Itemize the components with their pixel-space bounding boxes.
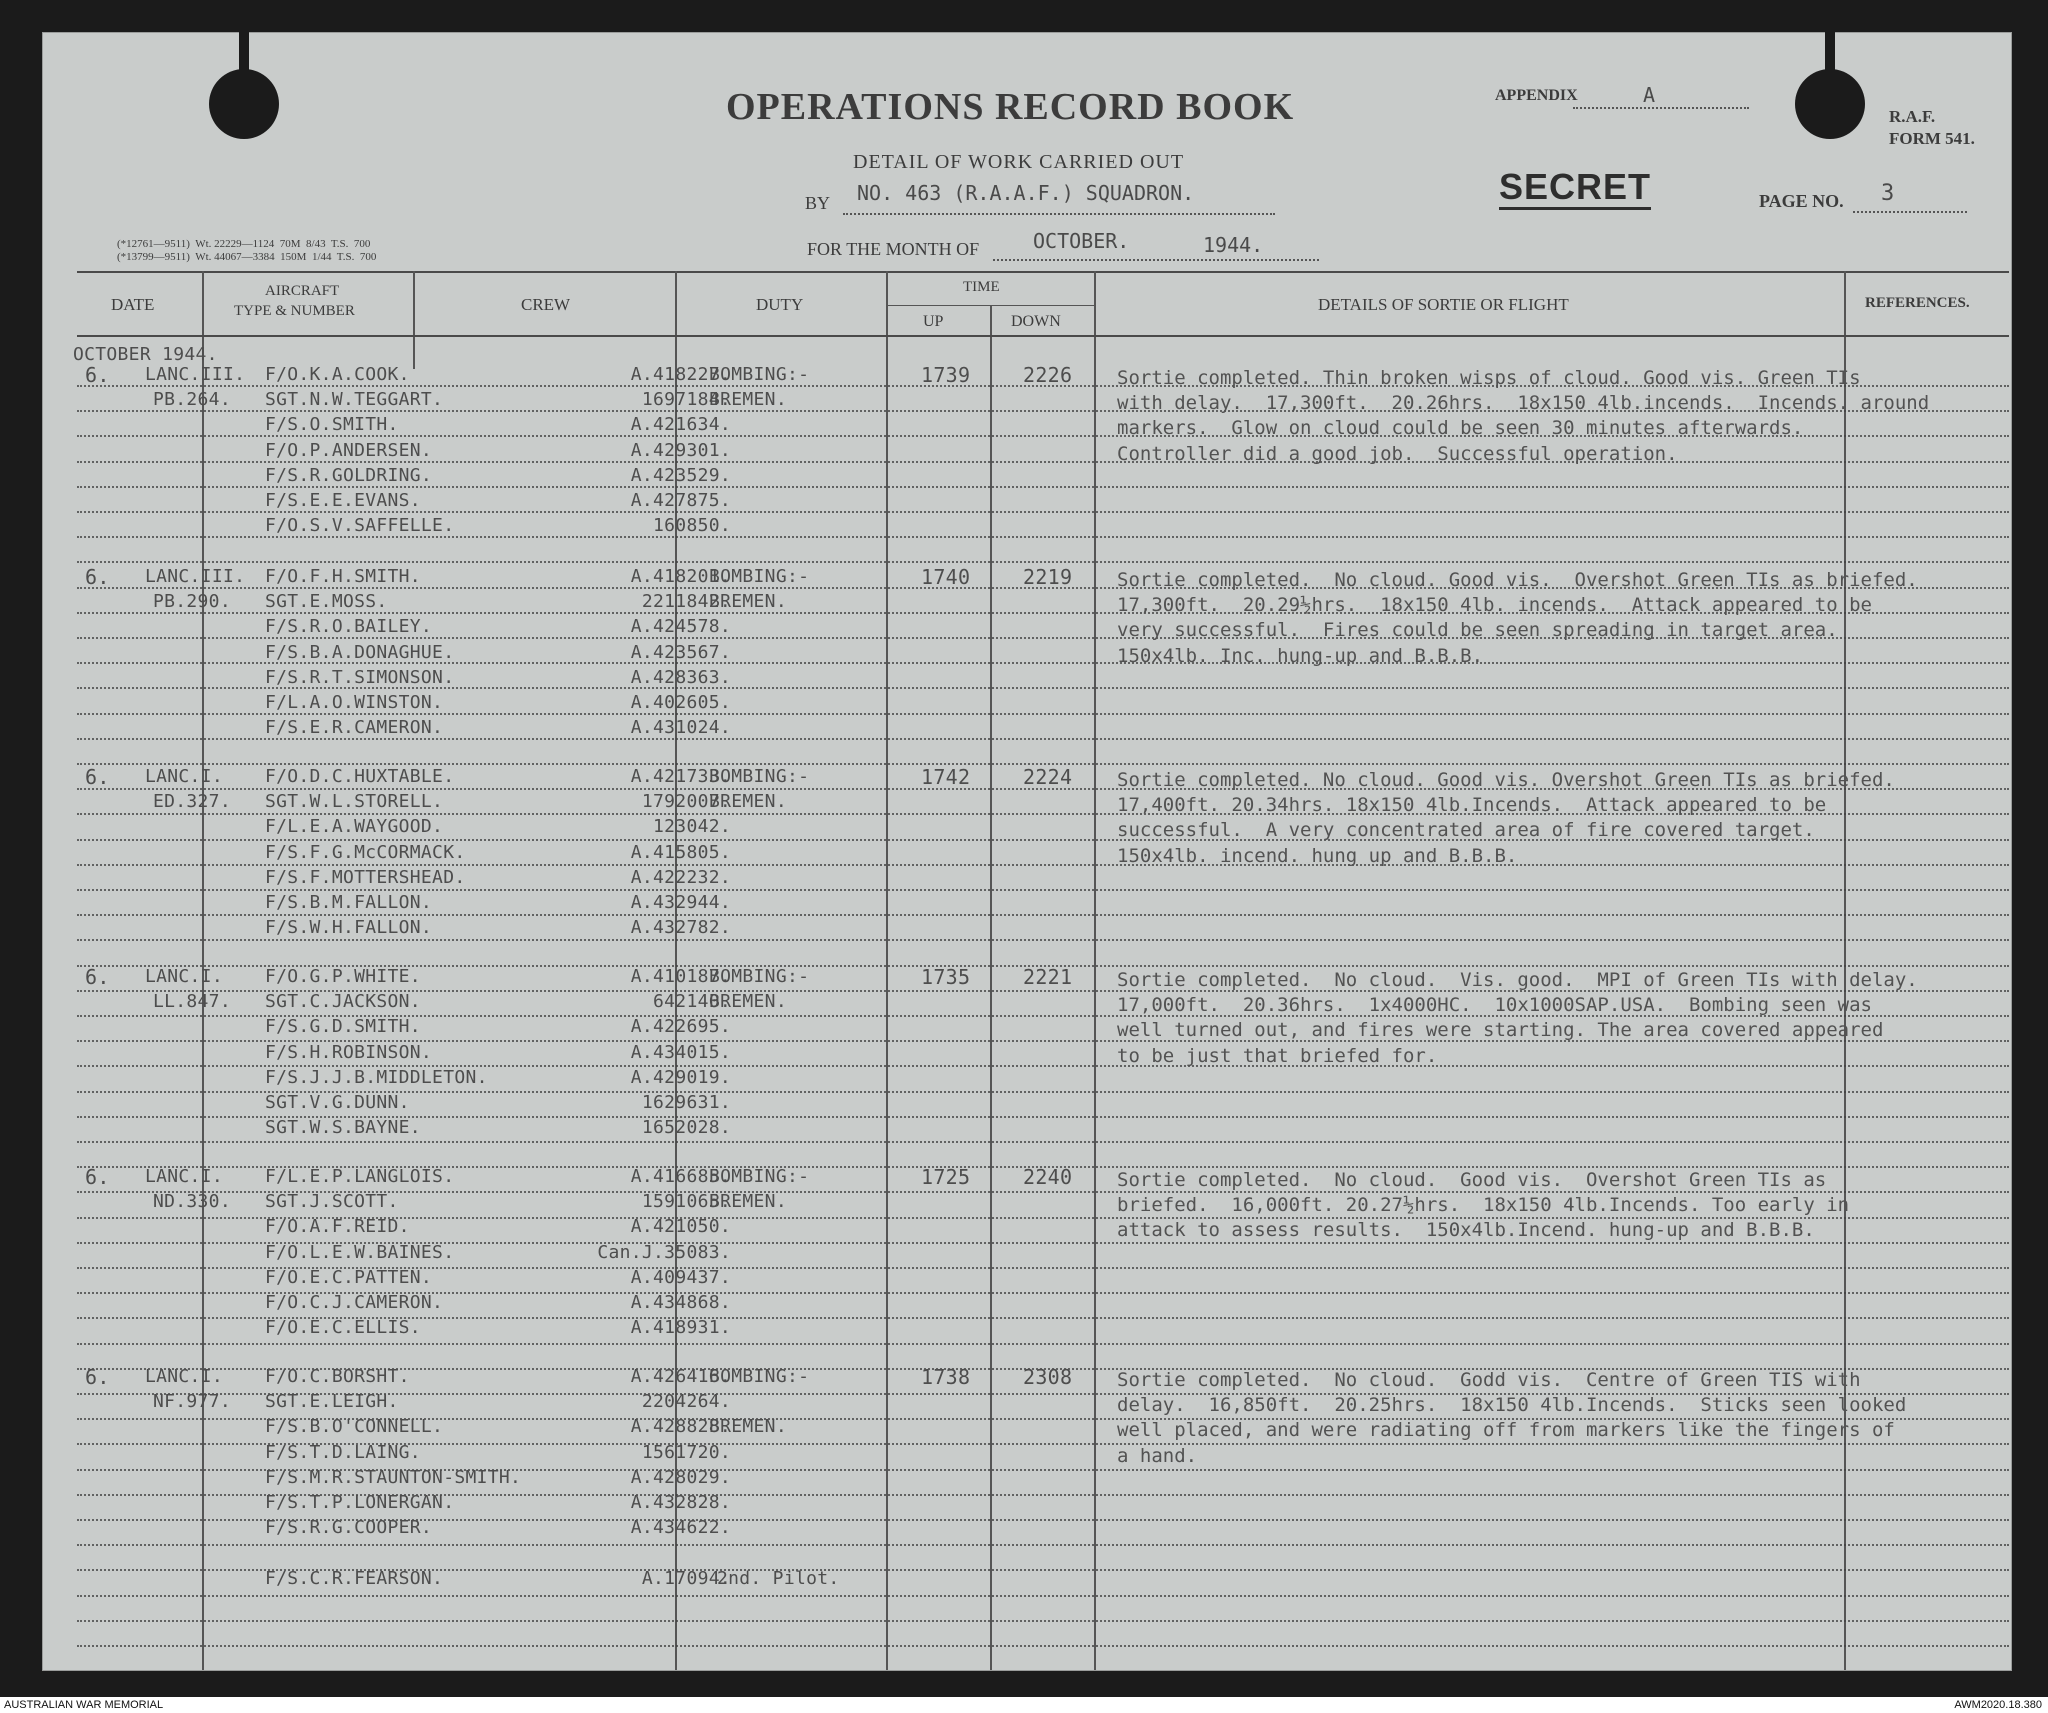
sortie-detail-line: very successful. Fires could be seen spreading in target area. <box>1117 619 1838 641</box>
crew-member-number: A.421634. <box>630 414 731 435</box>
time-up: 1725 <box>921 1165 971 1189</box>
crew-member-name: F/L.A.O.WINSTON. <box>265 692 444 713</box>
crew-member-name: F/O.C.J.CAMERON. <box>265 1292 444 1313</box>
crew-member-name: SGT.C.JACKSON. <box>265 991 421 1012</box>
duty-line-1: BOMBING:- <box>709 966 810 987</box>
duty-line-3: BREMEN. <box>709 1416 787 1437</box>
crew-member-number: A.424578. <box>630 616 731 637</box>
crew-member-number: A.423529. <box>630 465 731 486</box>
month-value: OCTOBER. <box>1033 229 1130 253</box>
crew-member-number: A.418227. <box>630 364 731 385</box>
sortie-detail-line: with delay. 17,300ft. 20.26hrs. 18x150 4lb.incends. Incends. around <box>1117 392 1930 414</box>
crew-member-name: F/S.W.H.FALLON. <box>265 917 433 938</box>
aircraft-serial: ED.327. <box>153 791 231 813</box>
secret-stamp: SECRET <box>1499 167 1651 210</box>
crew-member-number: A.432782. <box>630 917 731 938</box>
crew-member-number: A.423567. <box>630 642 731 663</box>
sortie-detail-line: to be just that briefed for. <box>1117 1045 1438 1067</box>
time-down: 2226 <box>1023 363 1073 387</box>
crew-member-number: 2204264. <box>641 1391 731 1412</box>
aircraft-serial: NF.977. <box>153 1391 231 1413</box>
crew-member-name: F/S.E.E.EVANS. <box>265 490 421 511</box>
aircraft-type: LANC.I. <box>145 766 223 787</box>
crew-member-number: 160850. <box>653 515 731 536</box>
sortie-detail-line: Sortie completed. No cloud. Good vis. Overshot Green TIs as briefed. <box>1117 769 1895 791</box>
crew-member-number: A.428029. <box>630 1467 731 1488</box>
crew-member-name: F/O.D.C.HUXTABLE. <box>265 766 455 787</box>
sortie-detail-line: 17,000ft. 20.36hrs. 1x4000HC. 10x1000SAP.USA. Bombing seen was <box>1117 994 1872 1016</box>
crew-member-name: F/O.S.V.SAFFELLE. <box>265 515 455 536</box>
month-heading: OCTOBER 1944. <box>73 344 218 365</box>
duty-line-2: BREMEN. <box>709 1191 787 1212</box>
raf-form-line1: R.A.F. <box>1889 107 1936 126</box>
crew-member-name: F/S.J.J.B.MIDDLETON. <box>265 1067 488 1088</box>
by-rule <box>843 213 1275 215</box>
sortie-detail-line: 150x4lb. Inc. hung-up and B.B.B. <box>1117 645 1484 667</box>
ruled-line <box>77 511 2009 513</box>
duty-line-2: BREMEN. <box>709 991 787 1012</box>
crew-member-number: A.426416. <box>630 1366 731 1387</box>
col-divider-duty <box>886 271 888 1670</box>
aircraft-type: LANC.I. <box>145 1366 223 1387</box>
crew-member-number: 123042. <box>653 816 731 837</box>
crew-member-name: F/S.T.D.LAING. <box>265 1442 421 1463</box>
aircraft-type: LANC.III. <box>145 364 246 385</box>
ruled-line <box>77 561 2009 563</box>
crew-member-name: F/S.B.M.FALLON. <box>265 892 433 913</box>
record-sheet <box>42 32 2012 1671</box>
sortie-date: 6. <box>85 965 110 989</box>
col-divider-aircraft <box>413 271 415 369</box>
crew-member-name: SGT.W.L.STORELL. <box>265 791 444 812</box>
crew-member-name: F/S.R.G.COOPER. <box>265 1517 433 1538</box>
ruled-line <box>77 1141 2009 1143</box>
squadron-value: NO. 463 (R.A.A.F.) SQUADRON. <box>857 181 1195 205</box>
sortie-date: 6. <box>85 1165 110 1189</box>
crew-member-number: A.402605. <box>630 692 731 713</box>
sortie-detail-line: well placed, and were radiating off from markers like the fingers of <box>1117 1419 1895 1441</box>
crew-member-number: A.434868. <box>630 1292 731 1313</box>
col-header-down: DOWN <box>1011 313 1061 330</box>
ruled-line <box>77 486 2009 488</box>
time-up: 1739 <box>921 363 971 387</box>
crew-member-number: A.418931. <box>630 1317 731 1338</box>
duty-line-1: BOMBING:- <box>709 566 810 587</box>
month-rule <box>993 259 1319 261</box>
crew-member-name: F/S.T.P.LONERGAN. <box>265 1492 455 1513</box>
aircraft-serial: ND.330. <box>153 1191 231 1213</box>
crew-member-name: SGT.W.S.BAYNE. <box>265 1117 421 1138</box>
appendix-rule <box>1573 107 1749 109</box>
footer-bar <box>0 1697 2048 1713</box>
crew-member-number: 2211842. <box>641 591 731 612</box>
time-down: 2224 <box>1023 765 1073 789</box>
duty-line-1: BOMBING:- <box>709 364 810 385</box>
col-header-up: UP <box>923 313 944 330</box>
sortie-detail-line: a hand. <box>1117 1445 1198 1467</box>
col-header-time: TIME <box>963 279 1000 295</box>
crew-member-number: A.416685. <box>630 1166 731 1187</box>
crew-member-number: 1591065. <box>641 1191 731 1212</box>
crew-member-number: A.422695. <box>630 1016 731 1037</box>
time-up: 1735 <box>921 965 971 989</box>
sortie-detail-line: well turned out, and fires were starting. The area covered appeared <box>1117 1019 1884 1041</box>
footer-accession: AWM2020.18.380 <box>1954 1699 2042 1711</box>
aircraft-type: LANC.III. <box>145 566 246 587</box>
sortie-detail-line: Sortie completed. No cloud. Godd vis. Centre of Green TIS with <box>1117 1369 1861 1391</box>
crew-member-number: 1792007. <box>641 791 731 812</box>
crew-member-number: 642140. <box>653 991 731 1012</box>
crew-member-name: F/L.E.A.WAYGOOD. <box>265 816 444 837</box>
crew-member-number: A.429019. <box>630 1067 731 1088</box>
crew-member-name: F/S.M.R.STAUNTON-SMITH. <box>265 1467 522 1488</box>
crew-member-number: A.428828. <box>630 1416 731 1437</box>
crew-member-name: F/O.E.C.ELLIS. <box>265 1317 421 1338</box>
crew-member-number: A.429301. <box>630 440 731 461</box>
crew-member-number: 1629631. <box>641 1092 731 1113</box>
crew-member-name: F/O.L.E.W.BAINES. <box>265 1242 455 1263</box>
sortie-detail-line: Sortie completed. No cloud. Vis. good. MPI of Green TIs with delay. <box>1117 969 1918 991</box>
sortie-detail-line: 150x4lb. incend. hung up and B.B.B. <box>1117 845 1518 867</box>
crew-member-name: F/S.R.T.SIMONSON. <box>265 667 455 688</box>
col-header-duty: DUTY <box>756 295 804 314</box>
crew-member-name: F/S.F.G.McCORMACK. <box>265 842 466 863</box>
crew-member-number: Can.J.35083. <box>597 1242 731 1263</box>
crew-member-number: 1697184. <box>641 389 731 410</box>
page-number: 3 <box>1881 181 1895 206</box>
sortie-detail-line: 17,300ft. 20.29½hrs. 18x150 4lb. incends. Attack appeared to be <box>1117 594 1872 616</box>
ruled-line <box>77 914 2009 916</box>
col-divider-up <box>990 305 992 1670</box>
crew-member-name: F/O.E.C.PATTEN. <box>265 1267 433 1288</box>
aircraft-serial: PB.290. <box>153 591 231 613</box>
by-label: BY <box>805 193 831 213</box>
raf-form-line2: FORM 541. <box>1889 129 1975 148</box>
sortie-detail-line: attack to assess results. 150x4lb.Incend. hung-up and B.B.B. <box>1117 1219 1815 1241</box>
ruled-line <box>77 1595 2009 1597</box>
crew-member-name: F/S.B.O'CONNELL. <box>265 1416 444 1437</box>
crew-member-name: F/L.E.P.LANGLOIS. <box>265 1166 455 1187</box>
ruled-line <box>77 1620 2009 1622</box>
crew-member-number: A.427875. <box>630 490 731 511</box>
ruled-line <box>77 461 2009 463</box>
time-up: 1740 <box>921 565 971 589</box>
crew-member-name: F/O.P.ANDERSEN. <box>265 440 433 461</box>
duty-line-2: BREMEN. <box>709 389 787 410</box>
aircraft-type: LANC.I. <box>145 966 223 987</box>
crew-member-name: F/S.E.R.CAMERON. <box>265 717 444 738</box>
page-title: OPERATIONS RECORD BOOK <box>726 86 1295 128</box>
time-up: 1742 <box>921 765 971 789</box>
time-down: 2308 <box>1023 1365 1073 1389</box>
duty-line-1: BOMBING:- <box>709 1166 810 1187</box>
crew-member-note: 2nd. Pilot. <box>717 1568 840 1589</box>
time-header-rule <box>886 305 1094 306</box>
crew-member-name: F/S.R.O.BAILEY. <box>265 616 433 637</box>
col-header-crew: CREW <box>521 295 571 314</box>
crew-member-name: SGT.V.G.DUNN. <box>265 1092 410 1113</box>
crew-member-name: F/O.A.F.REID. <box>265 1216 410 1237</box>
crew-member-number: A.17094. <box>641 1568 731 1589</box>
crew-member-number: A.422232. <box>630 867 731 888</box>
time-up: 1738 <box>921 1365 971 1389</box>
sortie-detail-line: successful. A very concentrated area of fire covered target. <box>1117 819 1815 841</box>
duty-line-2: BREMEN. <box>709 591 787 612</box>
appendix-value: A <box>1643 83 1656 107</box>
sortie-detail-line: briefed. 16,000ft. 20.27½hrs. 18x150 4lb.Incends. Too early in <box>1117 1194 1850 1216</box>
crew-member-name: F/S.C.R.FEARSON. <box>265 1568 444 1589</box>
duty-line-1: BOMBING:- <box>709 766 810 787</box>
page-label: PAGE NO. <box>1759 191 1844 211</box>
sortie-date: 6. <box>85 765 110 789</box>
sortie-detail-line: Sortie completed. No cloud. Good vis. Overshot Green TIs as briefed. <box>1117 569 1918 591</box>
duty-line-1: BOMBING:- <box>709 1366 810 1387</box>
sortie-detail-line: markers. Glow on cloud could be seen 30 minutes afterwards. <box>1117 417 1804 439</box>
sortie-date: 6. <box>85 363 110 387</box>
appendix-label: APPENDIX <box>1495 87 1578 104</box>
crew-member-name: F/O.K.A.COOK. <box>265 364 410 385</box>
sortie-date: 6. <box>85 1365 110 1389</box>
ruled-line <box>77 889 2009 891</box>
table-top-rule <box>77 271 2009 273</box>
crew-member-number: 1652028. <box>641 1117 731 1138</box>
crew-member-number: A.409437. <box>630 1267 731 1288</box>
crew-member-number: A.432944. <box>630 892 731 913</box>
sortie-detail-line: delay. 16,850ft. 20.25hrs. 18x150 4lb.Incends. Sticks seen looked <box>1117 1394 1907 1416</box>
time-down: 2219 <box>1023 565 1073 589</box>
sortie-detail-line: Sortie completed. Thin broken wisps of cloud. Good vis. Green TIs <box>1117 367 1861 389</box>
crew-member-number: A.431024. <box>630 717 731 738</box>
ruled-line <box>77 713 2009 715</box>
col-header-details: DETAILS OF SORTIE OR FLIGHT <box>1318 295 1569 314</box>
ruled-line <box>77 1645 2009 1647</box>
time-down: 2240 <box>1023 1165 1073 1189</box>
crew-member-number: A.434622. <box>630 1517 731 1538</box>
aircraft-type: LANC.I. <box>145 1166 223 1187</box>
footer-institution: AUSTRALIAN WAR MEMORIAL <box>4 1699 164 1711</box>
binder-hole-right <box>1795 69 1865 139</box>
crew-member-name: F/O.C.BORSHT. <box>265 1366 410 1387</box>
crew-member-name: F/S.O.SMITH. <box>265 414 399 435</box>
crew-member-number: A.432828. <box>630 1492 731 1513</box>
crew-member-name: F/S.H.ROBINSON. <box>265 1042 433 1063</box>
print-reference-1: (*12761—9511) Wt. 22229—1124 70M 8/43 T.S. 700 <box>117 238 371 250</box>
sortie-detail-line: 17,400ft. 20.34hrs. 18x150 4lb.Incends. Attack appeared to be <box>1117 794 1827 816</box>
crew-member-name: SGT.J.SCOTT. <box>265 1191 399 1212</box>
year-value: 1944. <box>1203 233 1264 257</box>
crew-member-name: F/S.B.A.DONAGHUE. <box>265 642 455 663</box>
crew-member-name: F/S.G.D.SMITH. <box>265 1016 421 1037</box>
ruled-line <box>77 864 2009 866</box>
crew-member-name: SGT.E.LEIGH. <box>265 1391 399 1412</box>
binder-hole-left <box>209 69 279 139</box>
sortie-date: 6. <box>85 565 110 589</box>
crew-member-number: 1561720. <box>641 1442 731 1463</box>
aircraft-serial: LL.847. <box>153 991 231 1013</box>
month-label: FOR THE MONTH OF <box>807 239 980 259</box>
sortie-detail-line: Controller did a good job. Successful operation. <box>1117 443 1678 465</box>
crew-member-number: A.410187. <box>630 966 731 987</box>
ruled-line <box>77 939 2009 941</box>
crew-member-name: SGT.E.MOSS. <box>265 591 388 612</box>
crew-member-number: A.421050. <box>630 1216 731 1237</box>
crew-member-name: F/O.G.P.WHITE. <box>265 966 421 987</box>
col-header-date: DATE <box>111 295 155 314</box>
time-down: 2221 <box>1023 965 1073 989</box>
crew-member-number: A.415805. <box>630 842 731 863</box>
crew-member-name: F/S.F.MOTTERSHEAD. <box>265 867 466 888</box>
col-header-aircraft-2: TYPE & NUMBER <box>234 303 355 319</box>
print-reference-2: (*13799—9511) Wt. 44067—3384 150M 1/44 T.S. 700 <box>117 251 377 263</box>
header-bottom-rule <box>77 335 2009 337</box>
duty-line-2: BREMEN. <box>709 791 787 812</box>
col-header-aircraft-1: AIRCRAFT <box>265 283 340 299</box>
subtitle: DETAIL OF WORK CARRIED OUT <box>853 151 1185 173</box>
ruled-line <box>77 738 2009 740</box>
ruled-line <box>77 536 2009 538</box>
crew-member-name: F/O.F.H.SMITH. <box>265 566 421 587</box>
col-divider-time <box>1094 271 1096 1670</box>
ruled-line <box>77 1544 2009 1546</box>
crew-member-number: A.434015. <box>630 1042 731 1063</box>
ruled-line <box>77 1343 2009 1345</box>
crew-member-number: A.418201. <box>630 566 731 587</box>
crew-member-name: SGT.N.W.TEGGART. <box>265 389 444 410</box>
aircraft-serial: PB.264. <box>153 389 231 411</box>
crew-member-name: F/S.R.GOLDRING. <box>265 465 433 486</box>
col-header-references: REFERENCES. <box>1865 295 1970 311</box>
page-rule <box>1853 211 1967 213</box>
sortie-detail-line: Sortie completed. No cloud. Good vis. Overshot Green TIs as <box>1117 1169 1827 1191</box>
crew-member-number: A.421733. <box>630 766 731 787</box>
crew-member-number: A.428363. <box>630 667 731 688</box>
